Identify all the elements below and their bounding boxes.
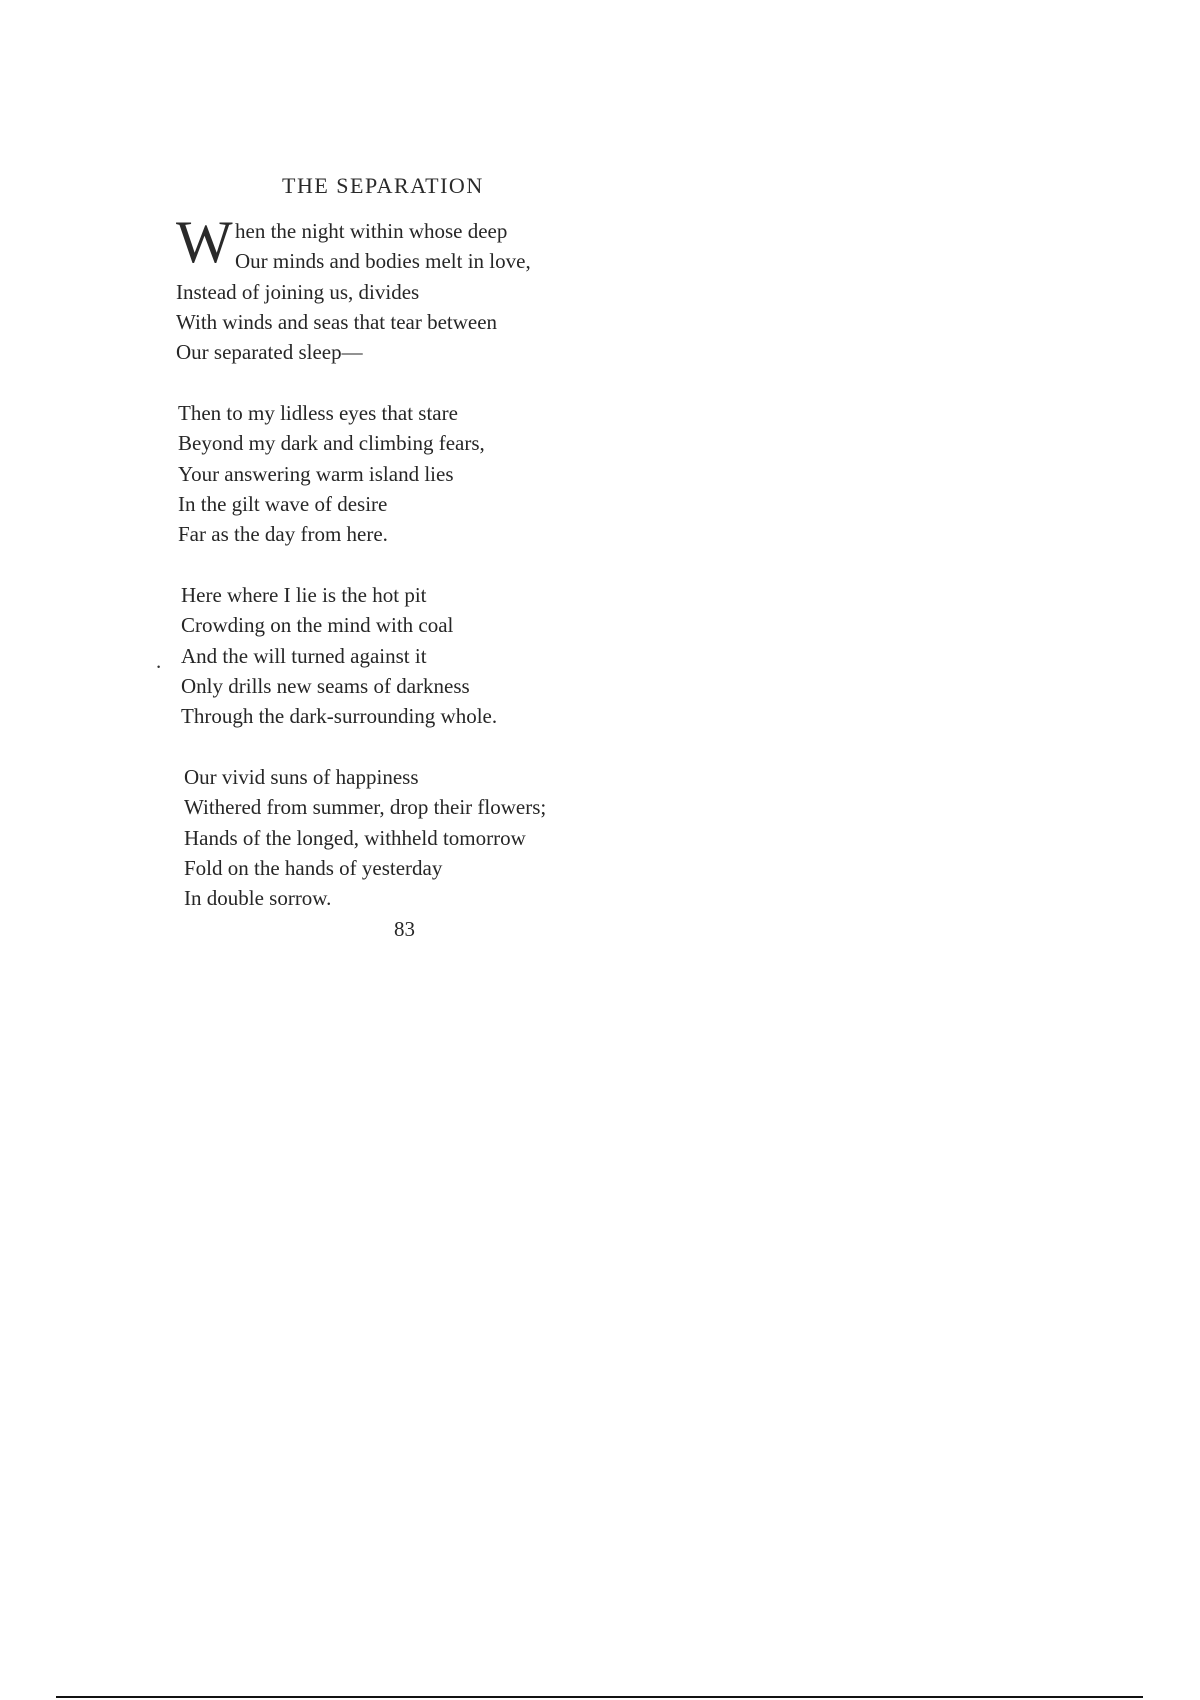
poem-line: Hands of the longed, withheld tomorrow <box>184 826 526 850</box>
stray-mark: . <box>156 649 162 673</box>
poem-line: In double sorrow. <box>184 886 332 910</box>
poem-line: Beyond my dark and climbing fears, <box>178 431 485 455</box>
poem-line: Crowding on the mind with coal <box>181 613 454 637</box>
page-title: THE SEPARATION <box>282 173 484 198</box>
poem-line: Instead of joining us, divides <box>176 280 420 304</box>
poem-line: Our minds and bodies melt in love, <box>235 249 531 273</box>
poem-line: With winds and seas that tear between <box>176 310 498 334</box>
poem-line: Withered from summer, drop their flowers; <box>184 795 547 819</box>
poem-line: Our vivid suns of happiness <box>184 765 419 789</box>
poem-line: Far as the day from here. <box>178 522 388 546</box>
bottom-rule <box>56 1696 1143 1698</box>
poem-line: Then to my lidless eyes that stare <box>178 401 458 425</box>
poem-line: hen the night within whose deep <box>235 219 508 243</box>
page-number: 83 <box>394 917 415 941</box>
poem-line: In the gilt wave of desire <box>178 492 388 516</box>
drop-cap: W <box>176 209 233 275</box>
poem-line: Fold on the hands of yesterday <box>184 856 443 880</box>
poem-line: And the will turned against it <box>181 644 427 668</box>
poem-line: Our separated sleep— <box>176 340 363 364</box>
poem-line: Your answering warm island lies <box>178 462 454 486</box>
poem-line: Here where I lie is the hot pit <box>181 583 427 607</box>
poem-line: Through the dark-surrounding whole. <box>181 704 498 728</box>
poem-line: Only drills new seams of darkness <box>181 674 470 698</box>
